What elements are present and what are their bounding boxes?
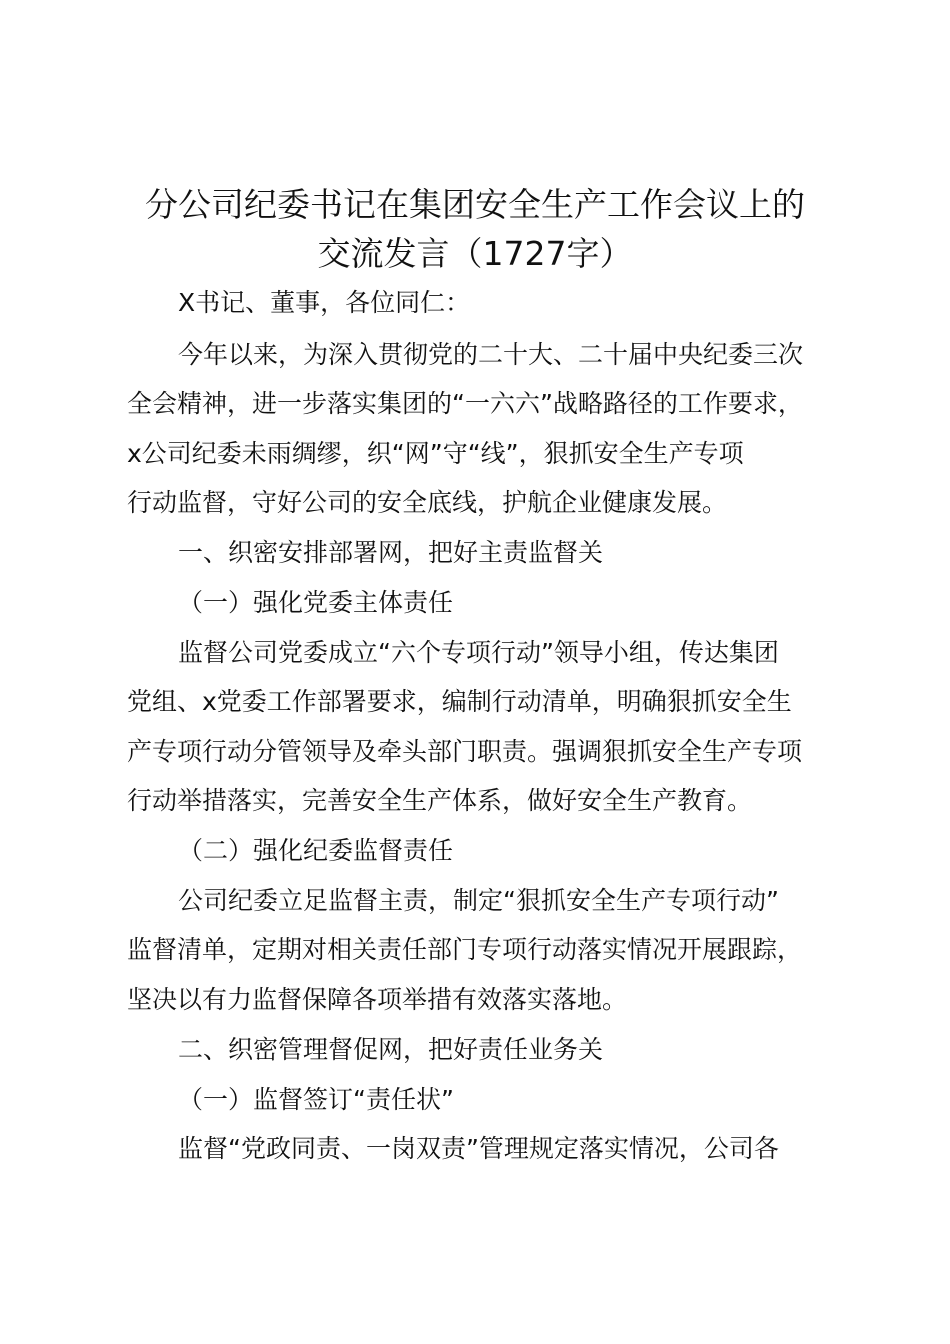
section-2-subheading-1: （一）监督签订“责任状” <box>178 1085 454 1114</box>
section-1-sub-1-line-3: 产专项行动分管领导及牵头部门职责。强调狠抓安全生产专项 <box>127 737 803 766</box>
document-title-line-2: 交流发言（1727字） <box>317 234 633 273</box>
section-1-sub-2-line-2: 监督清单，定期对相关责任部门专项行动落实情况开展跟踪， <box>127 935 803 964</box>
salutation: X书记、董事，各位同仁： <box>178 288 471 317</box>
section-1-subheading-1: （一）强化党委主体责任 <box>178 588 454 617</box>
section-2-sub-1-line-1: 监督“党政同责、一岗双责”管理规定落实情况，公司各 <box>178 1134 779 1163</box>
section-1-heading: 一、织密安排部署网，把好主责监督关 <box>178 538 604 567</box>
document-title-line-1: 分公司纪委书记在集团安全生产工作会议上的 <box>145 185 805 224</box>
section-2-heading: 二、织密管理督促网，把好责任业务关 <box>178 1035 604 1064</box>
section-1-sub-2-line-3: 坚决以有力监督保障各项举措有效落实落地。 <box>127 985 628 1014</box>
intro-line-2: 全会精神，进一步落实集团的“一六六”战略路径的工作要求， <box>127 389 803 418</box>
section-1-subheading-2: （二）强化纪委监督责任 <box>178 836 454 865</box>
intro-line-1: 今年以来，为深入贯彻党的二十大、二十届中央纪委三次 <box>178 340 804 369</box>
section-1-sub-1-line-4: 行动举措落实，完善安全生产体系，做好安全生产教育。 <box>127 786 753 815</box>
section-1-sub-1-line-1: 监督公司党委成立“六个专项行动”领导小组，传达集团 <box>178 638 779 667</box>
intro-line-3: x公司纪委未雨绸缪，织“网”守“线”，狠抓安全生产专项 <box>127 439 744 468</box>
section-1-sub-1-line-2: 党组、x党委工作部署要求，编制行动清单，明确狠抓安全生 <box>127 687 792 716</box>
intro-line-4: 行动监督，守好公司的安全底线，护航企业健康发展。 <box>127 488 728 517</box>
section-1-sub-2-line-1: 公司纪委立足监督主责，制定“狠抓安全生产专项行动” <box>178 886 779 915</box>
